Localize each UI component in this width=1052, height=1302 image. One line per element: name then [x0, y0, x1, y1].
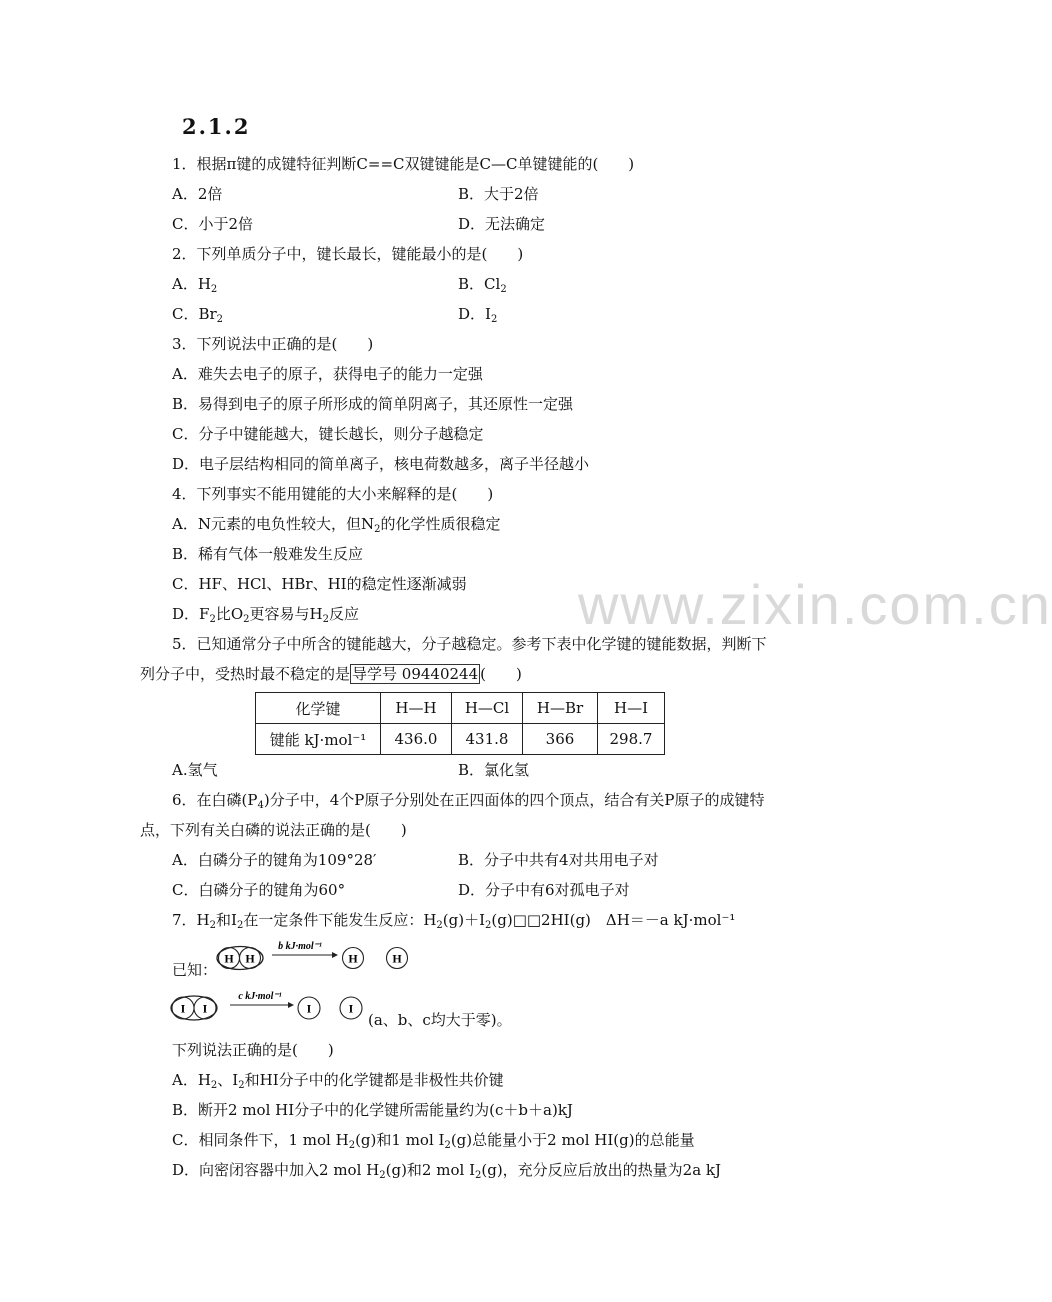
h-atom-label: H	[224, 951, 234, 966]
q5-option-b: B．氯化氢	[458, 761, 530, 779]
i-atom-label: I	[348, 1001, 354, 1016]
q6-option-b: B．分子中共有4对共用电子对	[458, 851, 659, 869]
h-atom-label: H	[245, 951, 255, 966]
q2-option-d: D．$I_2$	[458, 305, 498, 325]
q2-option-b: B．$Cl_2$	[458, 275, 507, 295]
table-cell: 298.7	[598, 724, 665, 755]
h-atom-label: H	[348, 951, 358, 966]
h-atom-label: H	[392, 951, 402, 966]
q1-option-c: C．小于2倍	[172, 215, 254, 233]
q7-known-label: 已知：	[172, 961, 218, 979]
table-cell: 436.0	[381, 724, 452, 755]
question-code[interactable]: 导学号 09440244	[352, 665, 479, 683]
q3-stem: 3．下列说法中正确的是( )	[172, 335, 374, 353]
table-header-cell: 化学键	[256, 693, 381, 724]
i-atom-label: I	[180, 1001, 186, 1016]
q4-option-b: B．稀有气体一般难发生反应	[172, 545, 364, 563]
table-header-cell: H—H	[381, 693, 452, 724]
q3-option-a: A．难失去电子的原子，获得电子的能力一定强	[172, 365, 483, 383]
q6-option-d: D．分子中有6对孤电子对	[458, 881, 630, 899]
q7-condition: (a、b、c均大于零)。	[368, 1011, 512, 1029]
q4-option-a: A．N元素的电负性较大，但$N_2$的化学性质很稳定	[172, 515, 501, 535]
table-cell: 431.8	[452, 724, 523, 755]
table-row-label: 键能 kJ·mol⁻¹	[256, 724, 381, 755]
q1-option-d: D．无法确定	[458, 215, 546, 233]
table-cell: 366	[523, 724, 598, 755]
q7-option-b: B．断开2 mol HI分子中的化学键所需能量约为(c＋b＋a)kJ	[172, 1101, 573, 1119]
q7-stem: 7．$H_2$和$I_2$在一定条件下能发生反应：$H_2(g)+I_2(g)□□2HI(g)$ ΔH＝－a kJ·mol⁻¹	[172, 911, 736, 931]
q3-option-b: B．易得到电子的原子所形成的简单阴离子，其还原性一定强	[172, 395, 574, 413]
q1-option-a: A．2倍	[172, 185, 223, 203]
q2-option-a: A．$H_2$	[172, 275, 218, 295]
i2-dissociation-diagram	[170, 990, 370, 1030]
q7-option-c: C．相同条件下，1 mol $H_2(g)$和1 mol $I_2(g)$总能量小于2 mol HI(g)的总能量	[172, 1131, 695, 1151]
q4-option-c: C．HF、HCl、HBr、HI的稳定性逐渐减弱	[172, 575, 467, 593]
i-atom-label: I	[202, 1001, 208, 1016]
q5-stem-line1: 5．已知通常分子中所含的键能越大，分子越稳定。参考下表中化学键的键能数据，判断下	[172, 635, 767, 653]
q4-option-d: D．$F_2$比$O_2$更容易与$H_2$反应	[172, 605, 359, 625]
q7-option-a: A．$H_2$、$I_2$和HI分子中的化学键都是非极性共价键	[172, 1071, 504, 1091]
q6-option-c: C．白磷分子的键角为60°	[172, 881, 346, 899]
arrow-label-b: b kJ·mol⁻¹	[278, 941, 322, 952]
q2-stem: 2．下列单质分子中，键长最长，键能最小的是( )	[172, 245, 524, 263]
q4-stem: 4．下列事实不能用键能的大小来解释的是( )	[172, 485, 494, 503]
table-header-cell: H—Cl	[452, 693, 523, 724]
arrow-label-c: c kJ·mol⁻¹	[238, 991, 282, 1002]
table-header-row	[256, 693, 665, 724]
h2-dissociation-diagram	[214, 940, 414, 980]
page-title: 2.1.2	[182, 114, 251, 139]
q7-ask: 下列说法正确的是( )	[172, 1041, 334, 1059]
q1-stem: 1．根据π键的成键特征判断C==C双键键能是C—C单键键能的( )	[172, 155, 635, 173]
q6-stem-line1: 6．在白磷$(P_4)$分子中，4个P原子分别处在正四面体的四个顶点，结合有关P原子的成键特	[172, 791, 765, 811]
q5-stem-line2: 列分子中，受热时最不稳定的是 导学号 09440244 ( )	[140, 665, 522, 683]
q6-option-a: A．白磷分子的键角为109°28′	[172, 851, 377, 869]
q1-option-b: B．大于2倍	[458, 185, 539, 203]
bond-energy-table	[255, 692, 665, 755]
q5-option-a: A.氢气	[172, 761, 218, 779]
table-header-cell: H—I	[598, 693, 665, 724]
q2-option-c: C．$Br_2$	[172, 305, 224, 325]
q6-stem-line2: 点，下列有关白磷的说法正确的是( )	[140, 821, 407, 839]
table-header-cell: H—Br	[523, 693, 598, 724]
watermark: www.zixin.com.cn	[578, 573, 1052, 636]
table-row	[256, 724, 665, 755]
q3-option-d: D．电子层结构相同的简单离子，核电荷数越多，离子半径越小	[172, 455, 590, 473]
q3-option-c: C．分子中键能越大，键长越长，则分子越稳定	[172, 425, 484, 443]
q7-option-d: D．向密闭容器中加入2 mol $H_2(g)$和2 mol $I_2(g)$，充分反应后放出的热量为2a kJ	[172, 1161, 722, 1181]
i-atom-label: I	[306, 1001, 312, 1016]
